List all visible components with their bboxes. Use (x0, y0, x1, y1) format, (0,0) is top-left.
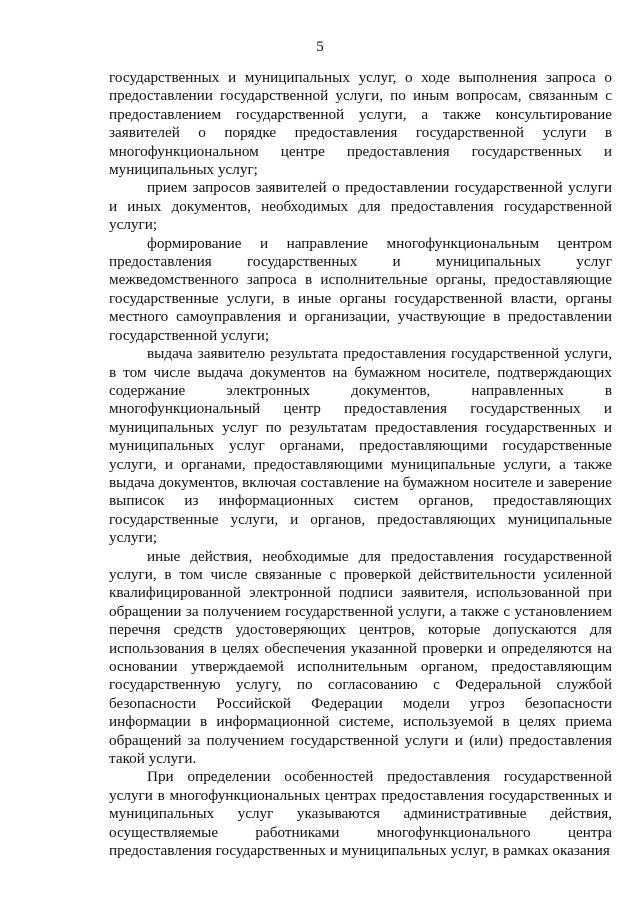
body-text (109, 69, 612, 860)
paragraph-result-issuance: выдача заявителю результата предоставления государственной услуги, в том числе выдача документов на бумажном носителе, подтверждающих содержание электронных документов, направленных в многофункциональный центр предоставления государственных и муниципальных услуг по результатам предоставления государственных и муниципальных услуг органами, предоставляющими государственные услуги, и органами, предоставляющими муниципальные услуги, а также выдача документов, включая составление на бумажном носителе и заверение выписок из информационных систем органов, предоставляющих государственные услуги, и органов, предоставляющих муниципальные услуги; (109, 345, 612, 547)
paragraph-interagency-request: формирование и направление многофункциональным центром предоставления государственных и муниципальных услуг межведомственного запроса в исполнительные органы, предоставляющие государственные услуги, в иные органы государственной власти, органы местного самоуправления и организации, участвующие в предоставлении государственной услуги; (109, 234, 612, 344)
page-number: 5 (316, 39, 324, 55)
paragraph-other-actions: иные действия, необходимые для предоставления государственной услуги, в том числе связанные с проверкой действительности усиленной квалифицированной электронной подписи заявителя, использованной при обращении за получением государственной услуги, а также с установлением перечня средств удостоверяющих центров, которые допускаются для использования в целях обеспечения указанной проверки и определяются на основании утверждаемой исполнительным органом, предоставляющим государственную услугу, по согласованию с Федеральной службой безопасности Российской Федерации модели угроз безопасности информации в информационной системе, используемой в целях приема обращений за получением государственной услуги и (или) предоставления такой услуги. (109, 547, 612, 768)
paragraph-consultation-continuation: государственных и муниципальных услуг, о ходе выполнения запроса о предоставлении государственной услуги, по иным вопросам, связанным с предоставлением государственной услуги, а также консультирование заявителей о порядке предоставления государственной услуги в многофункциональном центре предоставления государственных и муниципальных услуг; (109, 69, 612, 179)
paragraph-mfc-specifics: При определении особенностей предоставления государственной услуги в многофункциональных центрах предоставления государственных и муниципальных услуг указываются административные действия, осуществляемые работниками многофункционального центра предоставления государственных и муниципальных услуг, в рамках оказания (109, 768, 612, 860)
paragraph-request-intake: прием запросов заявителей о предоставлении государственной услуги и иных документов, необходимых для предоставления государственной услуги; (109, 179, 612, 234)
